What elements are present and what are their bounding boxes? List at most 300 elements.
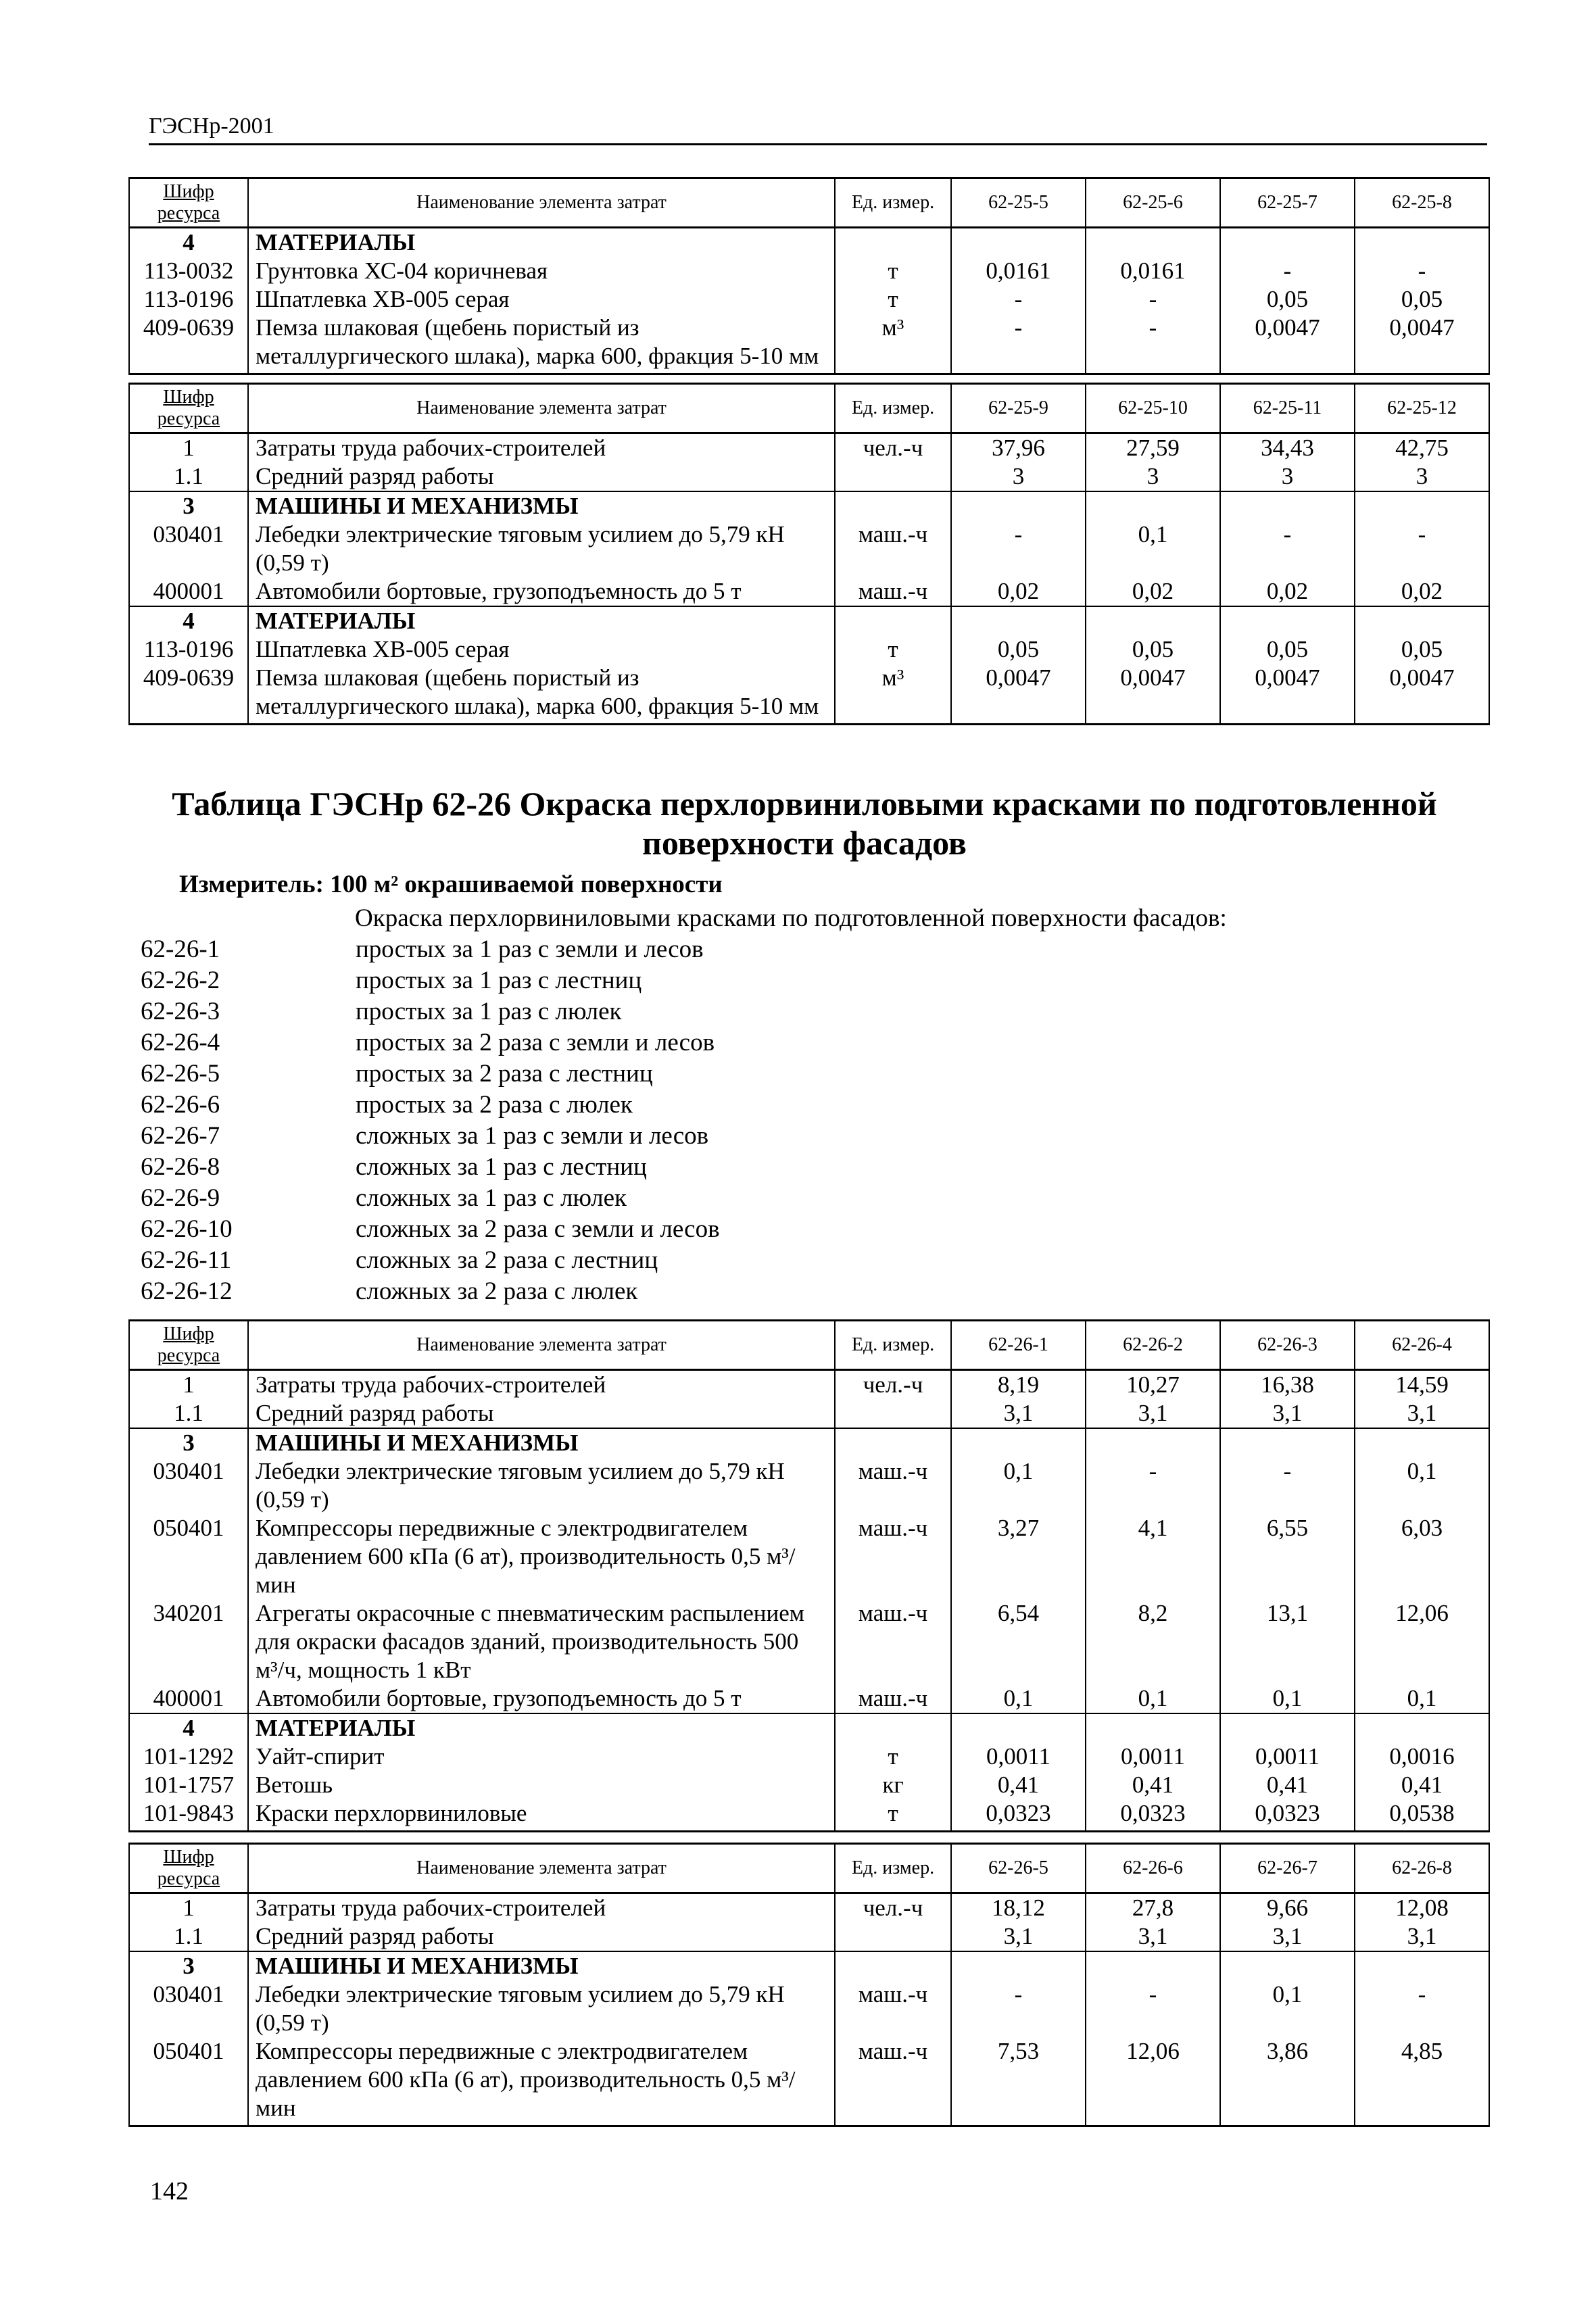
resource-value: - xyxy=(1355,520,1489,577)
col-header-name: Наименование элемента затрат xyxy=(248,384,835,433)
resource-name: Компрессоры передвижные с электродвигателем давлением 600 кПа (6 ат), производительность 0,5 м³/мин xyxy=(248,2037,835,2126)
work-item-code: 62-26-4 xyxy=(141,1029,220,1056)
resource-value: 0,1 xyxy=(1355,1457,1489,1514)
resource-value: 0,0323 xyxy=(1086,1799,1220,1832)
work-item-code: 62-26-7 xyxy=(141,1122,220,1150)
col-header-c4: 62-25-8 xyxy=(1355,178,1489,228)
resource-value xyxy=(951,606,1086,635)
resource-name: Средний разряд работы xyxy=(248,462,835,491)
resource-value: - xyxy=(951,520,1086,577)
resource-value: 0,0047 xyxy=(951,664,1086,725)
resource-value xyxy=(1220,491,1355,520)
resource-value: 13,1 xyxy=(1220,1599,1355,1684)
work-item-text: сложных за 2 раза с земли и лесов xyxy=(356,1215,720,1243)
resource-value: 3 xyxy=(1086,462,1220,491)
running-title: ГЭСНр-2001 xyxy=(149,114,274,139)
resource-value xyxy=(1220,1428,1355,1457)
resource-value: 8,19 xyxy=(951,1370,1086,1400)
table-row xyxy=(129,1893,1489,1923)
resource-value: - xyxy=(951,314,1086,374)
col-header-code-text: Шифр ресурса xyxy=(157,1323,220,1366)
resource-name: Краски перхлорвиниловые xyxy=(248,1799,835,1832)
resource-name: МАШИНЫ И МЕХАНИЗМЫ xyxy=(248,1951,835,1980)
resource-value xyxy=(1086,1713,1220,1743)
table-header-row xyxy=(129,1844,1489,1893)
resource-name: Затраты труда рабочих-строителей xyxy=(248,433,835,463)
col-header-code-text: Шифр ресурса xyxy=(157,1847,220,1889)
table-row xyxy=(129,1799,1489,1832)
resource-unit: т xyxy=(835,1799,951,1832)
col-header-code xyxy=(129,178,248,228)
resource-value: 0,02 xyxy=(1355,577,1489,606)
header-rule xyxy=(149,143,1487,145)
resource-value: 3 xyxy=(951,462,1086,491)
resource-code: 030401 xyxy=(129,1457,248,1514)
resource-name: Средний разряд работы xyxy=(248,1399,835,1428)
resource-value: 0,0538 xyxy=(1355,1799,1489,1832)
work-item-code: 62-26-3 xyxy=(141,998,220,1025)
resource-value: 0,05 xyxy=(1086,635,1220,664)
resource-value xyxy=(1355,1428,1489,1457)
col-header-code-text: Шифр ресурса xyxy=(157,387,220,429)
resource-value: 10,27 xyxy=(1086,1370,1220,1400)
resource-code: 340201 xyxy=(129,1599,248,1684)
resource-unit: м³ xyxy=(835,664,951,725)
resource-value xyxy=(1355,1713,1489,1743)
resource-value: 0,0047 xyxy=(1086,664,1220,725)
work-item-text: сложных за 1 раз с земли и лесов xyxy=(356,1122,709,1150)
resource-code: 409-0639 xyxy=(129,664,248,725)
table-row xyxy=(129,1980,1489,2037)
resource-value: 8,2 xyxy=(1086,1599,1220,1684)
resource-value: 0,1 xyxy=(1220,1684,1355,1713)
resource-value: - xyxy=(1220,520,1355,577)
resource-value: 0,41 xyxy=(1220,1771,1355,1799)
work-item-code: 62-26-5 xyxy=(141,1060,220,1088)
resource-table-62-25-9-12 xyxy=(128,383,1490,725)
col-header-c2: 62-26-2 xyxy=(1086,1321,1220,1370)
col-header-c1: 62-26-1 xyxy=(951,1321,1086,1370)
resource-value xyxy=(1086,491,1220,520)
resource-value: 7,53 xyxy=(951,2037,1086,2126)
resource-value: 0,1 xyxy=(951,1457,1086,1514)
resource-unit xyxy=(835,1922,951,1951)
resource-value: 0,1 xyxy=(1086,1684,1220,1713)
resource-value: 3 xyxy=(1220,462,1355,491)
resource-value: 14,59 xyxy=(1355,1370,1489,1400)
resource-code: 030401 xyxy=(129,520,248,577)
resource-name: Ветошь xyxy=(248,1771,835,1799)
work-items-list xyxy=(141,934,720,1307)
resource-value: 3,1 xyxy=(1220,1399,1355,1428)
resource-unit: маш.-ч xyxy=(835,1599,951,1684)
resource-value: 0,0011 xyxy=(951,1743,1086,1771)
resource-code: 050401 xyxy=(129,1514,248,1599)
resource-code: 050401 xyxy=(129,2037,248,2126)
work-item xyxy=(141,934,720,965)
col-header-c4: 62-25-12 xyxy=(1355,384,1489,433)
resource-value: 0,05 xyxy=(1220,635,1355,664)
resource-unit: т xyxy=(835,285,951,314)
resource-unit xyxy=(835,606,951,635)
col-header-code xyxy=(129,1321,248,1370)
resource-value xyxy=(1086,228,1220,258)
work-item xyxy=(141,1090,720,1121)
table-row xyxy=(129,1713,1489,1743)
resource-code: 400001 xyxy=(129,577,248,606)
resource-value: 0,1 xyxy=(951,1684,1086,1713)
resource-value xyxy=(951,491,1086,520)
resource-code: 3 xyxy=(129,491,248,520)
resource-code: 409-0639 xyxy=(129,314,248,374)
work-item xyxy=(141,1183,720,1214)
resource-value xyxy=(1086,1428,1220,1457)
resource-value: 0,0047 xyxy=(1220,664,1355,725)
work-item-text: сложных за 2 раза с люлек xyxy=(356,1277,638,1305)
resource-code: 400001 xyxy=(129,1684,248,1713)
resource-name: Лебедки электрические тяговым усилием до 5,79 кН (0,59 т) xyxy=(248,1980,835,2037)
resource-unit: чел.-ч xyxy=(835,1370,951,1400)
resource-unit xyxy=(835,1428,951,1457)
resource-value: 3,1 xyxy=(1086,1922,1220,1951)
resource-value: 3,27 xyxy=(951,1514,1086,1599)
col-header-code xyxy=(129,384,248,433)
resource-code: 030401 xyxy=(129,1980,248,2037)
resource-value: - xyxy=(1086,1457,1220,1514)
resource-value: 9,66 xyxy=(1220,1893,1355,1923)
table-row xyxy=(129,1399,1489,1428)
resource-code: 4 xyxy=(129,606,248,635)
resource-value: 0,0047 xyxy=(1220,314,1355,374)
resource-value: 3,1 xyxy=(1086,1399,1220,1428)
col-header-unit: Ед. измер. xyxy=(835,384,951,433)
col-header-unit: Ед. измер. xyxy=(835,1321,951,1370)
table-row xyxy=(129,462,1489,491)
resource-unit: маш.-ч xyxy=(835,2037,951,2126)
resource-value: 0,05 xyxy=(1220,285,1355,314)
col-header-c1: 62-25-9 xyxy=(951,384,1086,433)
resource-table-62-25-5-8 xyxy=(128,177,1490,375)
resource-value: - xyxy=(1355,257,1489,285)
work-item-code: 62-26-12 xyxy=(141,1277,233,1305)
table-row xyxy=(129,1514,1489,1599)
work-item-text: простых за 1 раз с лестниц xyxy=(356,967,642,994)
work-item-text: сложных за 1 раз с люлек xyxy=(356,1184,627,1212)
resource-name: Грунтовка ХС-04 коричневая xyxy=(248,257,835,285)
resource-name: Затраты труда рабочих-строителей xyxy=(248,1893,835,1923)
resource-value xyxy=(1086,606,1220,635)
resource-value: 12,06 xyxy=(1086,2037,1220,2126)
resource-unit xyxy=(835,491,951,520)
resource-value: 27,8 xyxy=(1086,1893,1220,1923)
col-header-unit: Ед. измер. xyxy=(835,1844,951,1893)
resource-unit: маш.-ч xyxy=(835,1980,951,2037)
col-header-c2: 62-26-6 xyxy=(1086,1844,1220,1893)
resource-value: 0,41 xyxy=(951,1771,1086,1799)
resource-value: 3,1 xyxy=(1355,1399,1489,1428)
table-row xyxy=(129,577,1489,606)
work-item xyxy=(141,1214,720,1245)
resource-name: Агрегаты окрасочные с пневматическим распылением для окраски фасадов зданий, производительность 500 м³/ч, мощность 1 кВт xyxy=(248,1599,835,1684)
resource-value: 12,08 xyxy=(1355,1893,1489,1923)
resource-value: 0,0016 xyxy=(1355,1743,1489,1771)
resource-value xyxy=(951,1428,1086,1457)
resource-value xyxy=(1220,1713,1355,1743)
resource-unit: маш.-ч xyxy=(835,1684,951,1713)
work-item xyxy=(141,1058,720,1090)
resource-unit: м³ xyxy=(835,314,951,374)
work-item-text: сложных за 1 раз с лестниц xyxy=(356,1153,647,1181)
resource-unit: т xyxy=(835,1743,951,1771)
resource-value: 0,0011 xyxy=(1086,1743,1220,1771)
resource-unit: чел.-ч xyxy=(835,433,951,463)
resource-unit xyxy=(835,462,951,491)
resource-value: - xyxy=(1086,314,1220,374)
work-item-code: 62-26-6 xyxy=(141,1091,220,1119)
resource-value: 0,05 xyxy=(1355,635,1489,664)
table-header-row xyxy=(129,384,1489,433)
resource-value: - xyxy=(1086,285,1220,314)
resource-value: 0,41 xyxy=(1086,1771,1220,1799)
page-number: 142 xyxy=(150,2177,189,2206)
resource-name: Пемза шлаковая (щебень пористый из металлургического шлака), марка 600, фракция 5-10 мм xyxy=(248,664,835,725)
resource-value xyxy=(1086,1951,1220,1980)
resource-unit xyxy=(835,1951,951,1980)
resource-value: - xyxy=(1220,257,1355,285)
resource-value: 3,1 xyxy=(1355,1922,1489,1951)
resource-unit: маш.-ч xyxy=(835,1514,951,1599)
work-item-text: сложных за 2 раза с лестниц xyxy=(356,1246,658,1274)
table-row xyxy=(129,1922,1489,1951)
resource-value xyxy=(951,1951,1086,1980)
resource-name: Шпатлевка ХВ-005 серая xyxy=(248,285,835,314)
resource-name: Пемза шлаковая (щебень пористый из металлургического шлака), марка 600, фракция 5-10 мм xyxy=(248,314,835,374)
resource-value: 0,0323 xyxy=(1220,1799,1355,1832)
resource-value: 0,02 xyxy=(1086,577,1220,606)
work-item-text: простых за 1 раз с люлек xyxy=(356,998,622,1025)
resource-value: 0,41 xyxy=(1355,1771,1489,1799)
work-item-code: 62-26-10 xyxy=(141,1215,233,1243)
table-row xyxy=(129,1599,1489,1684)
table-row xyxy=(129,1457,1489,1514)
resource-value: 12,06 xyxy=(1355,1599,1489,1684)
resource-value xyxy=(1355,228,1489,258)
resource-code: 3 xyxy=(129,1428,248,1457)
resource-table-62-26-1-4 xyxy=(128,1319,1490,1832)
resource-name: МАТЕРИАЛЫ xyxy=(248,606,835,635)
work-item-text: простых за 1 раз с земли и лесов xyxy=(356,935,704,963)
resource-unit: маш.-ч xyxy=(835,577,951,606)
resource-name: Лебедки электрические тяговым усилием до 5,79 кН (0,59 т) xyxy=(248,520,835,577)
resource-name: Автомобили бортовые, грузоподъемность до 5 т xyxy=(248,577,835,606)
section-title: Таблица ГЭСНр 62-26 Окраска перхлорвиниловыми красками по подготовленной поверхности фасадов xyxy=(172,785,1437,862)
resource-value: - xyxy=(951,1980,1086,2037)
resource-code: 3 xyxy=(129,1951,248,1980)
resource-code: 101-1292 xyxy=(129,1743,248,1771)
col-header-c3: 62-25-11 xyxy=(1220,384,1355,433)
resource-value xyxy=(1355,491,1489,520)
resource-table-62-26-5-8 xyxy=(128,1843,1490,2127)
resource-value: 3,1 xyxy=(951,1922,1086,1951)
col-header-name: Наименование элемента затрат xyxy=(248,1844,835,1893)
resource-code: 113-0196 xyxy=(129,285,248,314)
resource-code: 1 xyxy=(129,433,248,463)
work-item xyxy=(141,965,720,996)
resource-name: Автомобили бортовые, грузоподъемность до 5 т xyxy=(248,1684,835,1713)
resource-name: Лебедки электрические тяговым усилием до 5,79 кН (0,59 т) xyxy=(248,1457,835,1514)
table-row xyxy=(129,664,1489,725)
table-row xyxy=(129,1743,1489,1771)
section-meter: Измеритель: 100 м² окрашиваемой поверхности xyxy=(179,871,723,898)
col-header-c1: 62-25-5 xyxy=(951,178,1086,228)
resource-unit: маш.-ч xyxy=(835,1457,951,1514)
resource-value xyxy=(1220,1951,1355,1980)
work-item-code: 62-26-1 xyxy=(141,935,220,963)
resource-code: 1 xyxy=(129,1370,248,1400)
col-header-code-text: Шифр ресурса xyxy=(157,181,220,224)
resource-value: 0,02 xyxy=(951,577,1086,606)
resource-name: Средний разряд работы xyxy=(248,1922,835,1951)
resource-unit: маш.-ч xyxy=(835,520,951,577)
resource-value: 34,43 xyxy=(1220,433,1355,463)
col-header-unit: Ед. измер. xyxy=(835,178,951,228)
resource-name: МАТЕРИАЛЫ xyxy=(248,228,835,258)
resource-value: 0,1 xyxy=(1220,1980,1355,2037)
resource-unit: т xyxy=(835,635,951,664)
resource-value: 0,05 xyxy=(1355,285,1489,314)
resource-value: 3,1 xyxy=(951,1399,1086,1428)
resource-code: 1.1 xyxy=(129,462,248,491)
table-row xyxy=(129,257,1489,285)
resource-value: 0,1 xyxy=(1355,1684,1489,1713)
resource-name: МАТЕРИАЛЫ xyxy=(248,1713,835,1743)
resource-value: 4,85 xyxy=(1355,2037,1489,2126)
resource-code: 4 xyxy=(129,1713,248,1743)
work-item-text: простых за 2 раза с люлек xyxy=(356,1091,633,1119)
resource-unit xyxy=(835,1399,951,1428)
table-row xyxy=(129,314,1489,374)
work-item-code: 62-26-8 xyxy=(141,1153,220,1181)
resource-name: МАШИНЫ И МЕХАНИЗМЫ xyxy=(248,491,835,520)
resource-value: 16,38 xyxy=(1220,1370,1355,1400)
resource-value: 6,54 xyxy=(951,1599,1086,1684)
work-item xyxy=(141,1027,720,1058)
work-item-code: 62-26-9 xyxy=(141,1184,220,1212)
col-header-name: Наименование элемента затрат xyxy=(248,1321,835,1370)
resource-value xyxy=(1220,228,1355,258)
col-header-name: Наименование элемента затрат xyxy=(248,178,835,228)
table-row xyxy=(129,1684,1489,1713)
table-row xyxy=(129,433,1489,463)
resource-value: 3,86 xyxy=(1220,2037,1355,2126)
resource-unit: чел.-ч xyxy=(835,1893,951,1923)
work-item-text: простых за 2 раза с лестниц xyxy=(356,1060,653,1088)
resource-unit xyxy=(835,228,951,258)
table-row xyxy=(129,285,1489,314)
resource-value xyxy=(951,1713,1086,1743)
resource-code: 101-1757 xyxy=(129,1771,248,1799)
resource-value: 0,02 xyxy=(1220,577,1355,606)
resource-value: 3 xyxy=(1355,462,1489,491)
table-header-row xyxy=(129,1321,1489,1370)
work-item xyxy=(141,1245,720,1276)
work-item xyxy=(141,1276,720,1307)
col-header-c3: 62-26-7 xyxy=(1220,1844,1355,1893)
resource-value xyxy=(951,228,1086,258)
resource-value: 18,12 xyxy=(951,1893,1086,1923)
resource-value: 0,0323 xyxy=(951,1799,1086,1832)
resource-value: - xyxy=(1086,1980,1220,2037)
col-header-c3: 62-26-3 xyxy=(1220,1321,1355,1370)
col-header-c2: 62-25-6 xyxy=(1086,178,1220,228)
resource-code: 1.1 xyxy=(129,1922,248,1951)
resource-value: 3,1 xyxy=(1220,1922,1355,1951)
resource-value: 0,0011 xyxy=(1220,1743,1355,1771)
resource-value: 6,55 xyxy=(1220,1514,1355,1599)
resource-code: 1 xyxy=(129,1893,248,1923)
resource-value: 37,96 xyxy=(951,433,1086,463)
resource-name: МАШИНЫ И МЕХАНИЗМЫ xyxy=(248,1428,835,1457)
resource-unit: т xyxy=(835,257,951,285)
resource-code: 113-0196 xyxy=(129,635,248,664)
resource-name: Затраты труда рабочих-строителей xyxy=(248,1370,835,1400)
resource-value: 0,0161 xyxy=(1086,257,1220,285)
resource-unit: кг xyxy=(835,1771,951,1799)
section-intro: Окраска перхлорвиниловыми красками по подготовленной поверхности фасадов: xyxy=(355,904,1227,932)
col-header-c2: 62-25-10 xyxy=(1086,384,1220,433)
resource-code: 1.1 xyxy=(129,1399,248,1428)
work-item-code: 62-26-11 xyxy=(141,1246,232,1274)
work-item xyxy=(141,1152,720,1183)
work-item-code: 62-26-2 xyxy=(141,967,220,994)
resource-code: 101-9843 xyxy=(129,1799,248,1832)
resource-value: 4,1 xyxy=(1086,1514,1220,1599)
resource-name: Компрессоры передвижные с электродвигателем давлением 600 кПа (6 ат), производительность 0,5 м³/мин xyxy=(248,1514,835,1599)
work-item-text: простых за 2 раза с земли и лесов xyxy=(356,1029,715,1056)
table-header-row xyxy=(129,178,1489,228)
resource-value: - xyxy=(1355,1980,1489,2037)
col-header-c4: 62-26-8 xyxy=(1355,1844,1489,1893)
table-row xyxy=(129,1428,1489,1457)
table-row xyxy=(129,2037,1489,2126)
resource-unit xyxy=(835,1713,951,1743)
resource-value: 42,75 xyxy=(1355,433,1489,463)
table-row xyxy=(129,635,1489,664)
col-header-code xyxy=(129,1844,248,1893)
resource-value: 0,05 xyxy=(951,635,1086,664)
resource-name: Уайт-спирит xyxy=(248,1743,835,1771)
work-item xyxy=(141,996,720,1027)
resource-value: 0,0047 xyxy=(1355,314,1489,374)
resource-value: 0,0161 xyxy=(951,257,1086,285)
resource-value: - xyxy=(951,285,1086,314)
col-header-c3: 62-25-7 xyxy=(1220,178,1355,228)
resource-value xyxy=(1355,1951,1489,1980)
resource-name: Шпатлевка ХВ-005 серая xyxy=(248,635,835,664)
resource-value: 6,03 xyxy=(1355,1514,1489,1599)
col-header-c4: 62-26-4 xyxy=(1355,1321,1489,1370)
table-row xyxy=(129,1370,1489,1400)
resource-value xyxy=(1220,606,1355,635)
table-row xyxy=(129,1951,1489,1980)
resource-code: 4 xyxy=(129,228,248,258)
resource-value: 0,0047 xyxy=(1355,664,1489,725)
resource-code: 113-0032 xyxy=(129,257,248,285)
table-row xyxy=(129,606,1489,635)
work-item xyxy=(141,1121,720,1152)
table-row xyxy=(129,491,1489,520)
resource-value xyxy=(1355,606,1489,635)
